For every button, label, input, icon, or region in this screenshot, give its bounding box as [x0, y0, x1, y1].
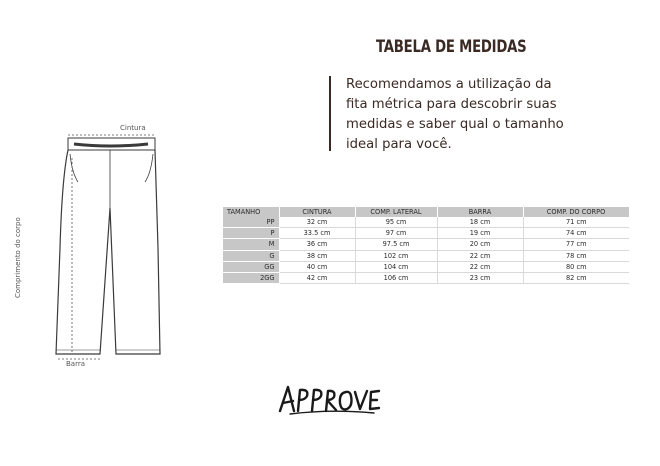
table-cell: 74 cm [523, 228, 629, 239]
table-cell: 32 cm [279, 217, 355, 228]
table-cell: 97.5 cm [355, 239, 437, 250]
table-cell: 36 cm [279, 239, 355, 250]
intro-line: Recomendamos a utilização da [346, 77, 552, 92]
size-table [223, 207, 630, 284]
table-cell: 80 cm [523, 261, 629, 272]
page-title: TABELA DE MEDIDAS [376, 37, 527, 57]
table-cell: 77 cm [523, 239, 629, 250]
intro-line: medidas e saber qual o tamanho [346, 117, 564, 132]
table-row [223, 239, 629, 250]
table-cell: 33.5 cm [279, 228, 355, 239]
size-cell: 2GG [223, 272, 279, 283]
table-row [223, 250, 629, 261]
column-header: COMP. LATERAL [355, 207, 437, 217]
column-header: BARRA [437, 207, 523, 217]
table-cell: 102 cm [355, 250, 437, 261]
waist-label: Cintura [120, 124, 146, 132]
table-cell: 40 cm [279, 261, 355, 272]
intro-line: fita métrica para descobrir suas [346, 97, 557, 112]
table-cell: 20 cm [437, 239, 523, 250]
table-row [223, 217, 629, 228]
table-cell: 22 cm [437, 250, 523, 261]
table-cell: 18 cm [437, 217, 523, 228]
hem-label: Barra [66, 360, 86, 368]
column-header: COMP. DO CORPO [523, 207, 629, 217]
size-cell: M [223, 239, 279, 250]
intro-accent-bar [329, 76, 331, 151]
table-cell: 22 cm [437, 261, 523, 272]
table-cell: 95 cm [355, 217, 437, 228]
table-cell: 23 cm [437, 272, 523, 283]
length-label: Comprimento do corpo [14, 217, 22, 298]
column-header: TAMANHO [223, 207, 279, 217]
table-cell: 19 cm [437, 228, 523, 239]
size-cell: P [223, 228, 279, 239]
table-cell: 106 cm [355, 272, 437, 283]
table-cell: 42 cm [279, 272, 355, 283]
table-cell: 97 cm [355, 228, 437, 239]
column-header: CINTURA [279, 207, 355, 217]
table-cell: 71 cm [523, 217, 629, 228]
table-row [223, 261, 629, 272]
intro-text [346, 75, 586, 155]
table-row [223, 272, 629, 283]
size-cell: G [223, 250, 279, 261]
approve-logo-icon [276, 381, 384, 417]
table-cell: 82 cm [523, 272, 629, 283]
table-cell: 78 cm [523, 250, 629, 261]
table-row [223, 228, 629, 239]
size-cell: GG [223, 261, 279, 272]
table-header-row [223, 207, 629, 217]
intro-line: ideal para você. [346, 137, 452, 152]
pants-outline-icon [50, 118, 180, 374]
size-cell: PP [223, 217, 279, 228]
table-cell: 38 cm [279, 250, 355, 261]
table-cell: 104 cm [355, 261, 437, 272]
